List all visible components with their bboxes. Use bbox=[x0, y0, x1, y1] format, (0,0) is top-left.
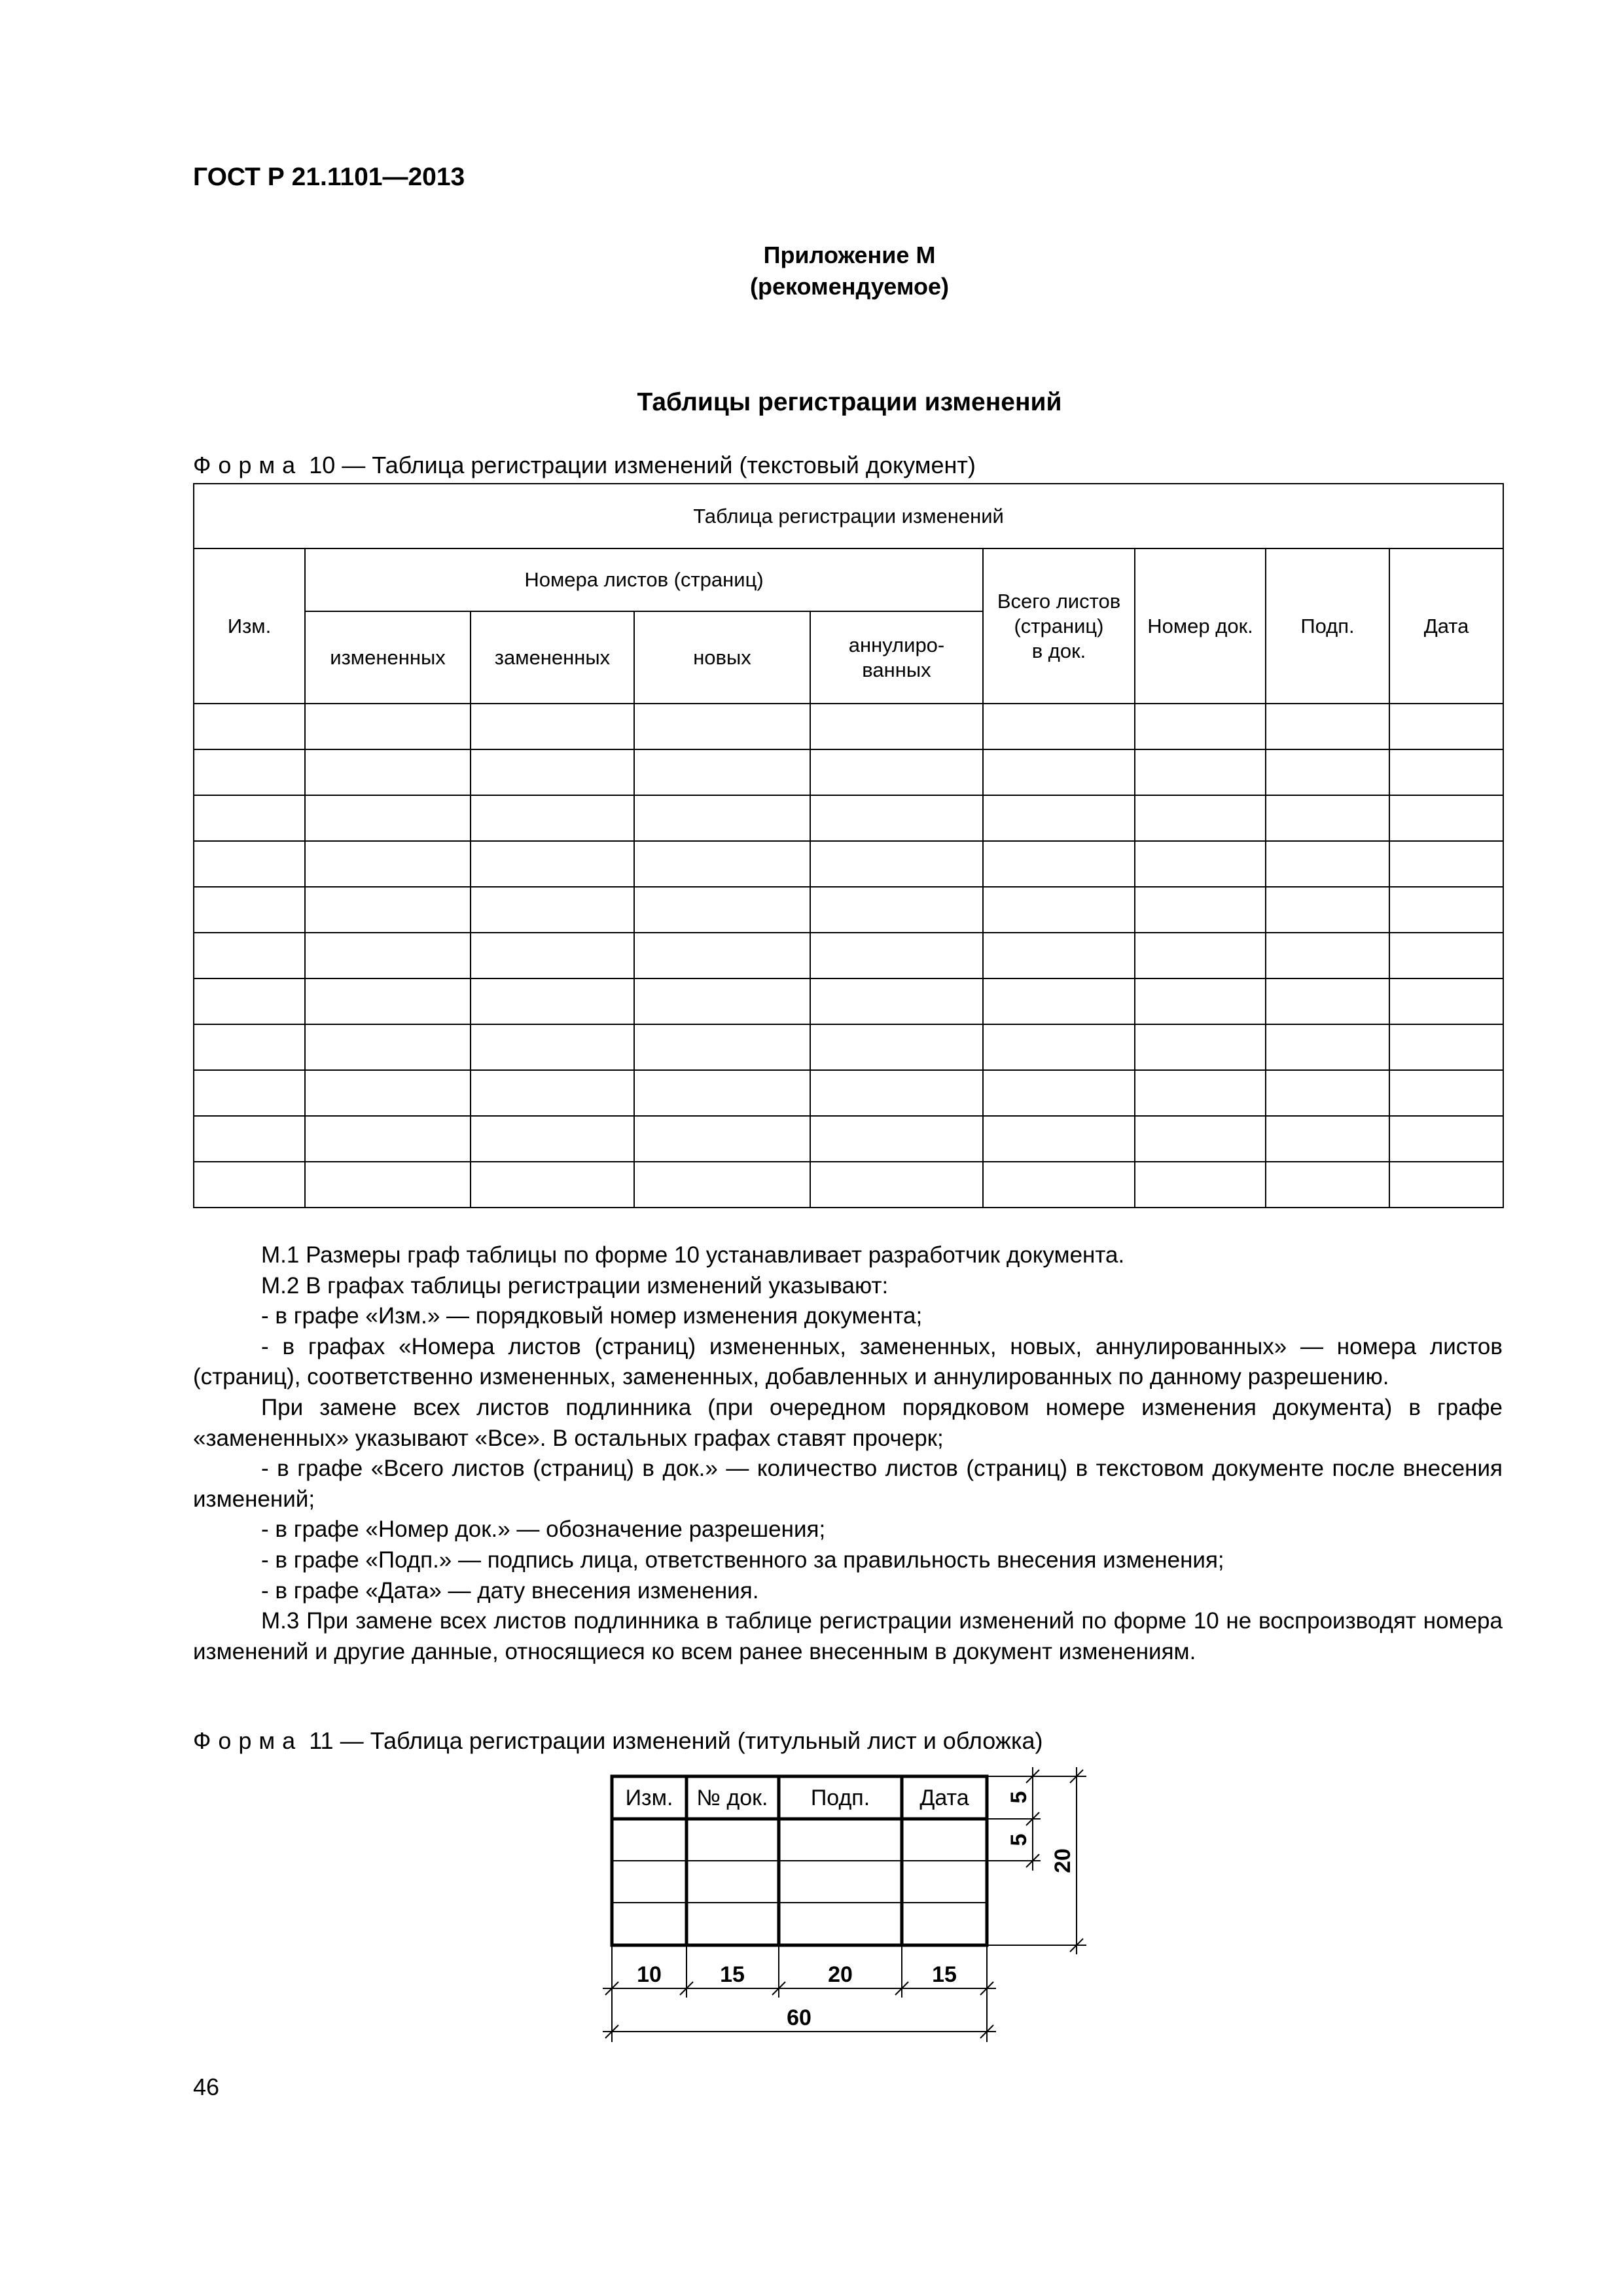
sub-annulled-line1: аннулиро- bbox=[848, 633, 945, 656]
form10-caption-prefix: Форма bbox=[193, 452, 303, 478]
sub-changed-header: измененных bbox=[305, 611, 471, 704]
col-total-line3: в док. bbox=[1031, 639, 1086, 662]
col-total-line1: Всего листов bbox=[997, 589, 1121, 613]
note-m3: М.3 При замене всех листов подлинника в таблице регистрации изменений по форме 10 не воспроизводят номера изменений и другие данные, относящиеся ко всем ранее внесенным в документ изменениям. bbox=[193, 1608, 1503, 1664]
page-number: 46 bbox=[193, 2073, 220, 2100]
document-code: ГОСТ Р 21.1101—2013 bbox=[193, 163, 465, 191]
dim-label-15a: 15 bbox=[720, 1962, 745, 1987]
note-m2-date: - в графе «Дата» — дату внесения изменения. bbox=[261, 1577, 759, 1604]
col-total-line2: (страниц) bbox=[1014, 614, 1104, 637]
form11-col-date: Дата bbox=[919, 1785, 969, 1810]
form11-caption-prefix: Форма bbox=[193, 1727, 303, 1754]
note-m2-docno: - в графе «Номер док.» — обозначение разрешения; bbox=[261, 1516, 826, 1543]
note-m2-total: - в графе «Всего листов (страниц) в док.» — количество листов (страниц) в текстовом документе после внесения изменений; bbox=[193, 1456, 1503, 1512]
dim-label-row1: 5 bbox=[1007, 1791, 1031, 1804]
col-group-sheets-header: Номера листов (страниц) bbox=[305, 548, 983, 611]
note-m2-sign: - в графе «Подп.» — подпись лица, ответственного за правильность внесения изменения; bbox=[261, 1547, 1224, 1573]
note-m2-replace-all: При замене всех листов подлинника (при очередном порядковом номере изменения документа) в графе «замененных» указывают «Все». В остальных графах ставят прочерк; bbox=[193, 1394, 1503, 1451]
form11-col-sign: Подп. bbox=[810, 1785, 870, 1810]
col-docno-header: Номер док. bbox=[1135, 548, 1266, 704]
form11-col-change: Изм. bbox=[625, 1785, 673, 1810]
sub-replaced-header: замененных bbox=[471, 611, 634, 704]
appendix-title: Приложение М bbox=[763, 242, 936, 268]
note-m2: М.2 В графах таблицы регистрации изменений указывают: bbox=[261, 1272, 889, 1299]
form10-table-title: Таблица регистрации изменений bbox=[194, 484, 1503, 548]
note-m2-change: - в графе «Изм.» — порядковый номер изменения документа; bbox=[261, 1303, 923, 1329]
form11-col-docno: № док. bbox=[696, 1785, 768, 1810]
dim-label-10: 10 bbox=[637, 1962, 662, 1987]
form11-caption-text: 11 — Таблица регистрации изменений (титульный лист и обложка) bbox=[309, 1727, 1043, 1754]
dim-label-height: 20 bbox=[1050, 1848, 1075, 1873]
col-sign-header: Подп. bbox=[1266, 548, 1389, 704]
dim-label-20: 20 bbox=[828, 1962, 853, 1987]
sub-new-header: новых bbox=[634, 611, 810, 704]
dim-label-15b: 15 bbox=[932, 1962, 957, 1987]
appendix-subtitle: (рекомендуемое) bbox=[750, 273, 949, 300]
col-date-header: Дата bbox=[1389, 548, 1503, 704]
note-m2-sheets: - в графах «Номера листов (страниц) измененных, замененных, новых, аннулированных» — номера листов (страниц), соответственно измененных, замененных, добавленных и аннулированных по данному разрешению. bbox=[193, 1333, 1503, 1390]
col-change-header: Изм. bbox=[194, 548, 305, 704]
dim-label-row2: 5 bbox=[1007, 1833, 1031, 1846]
sub-annulled-line2: ванных bbox=[862, 658, 931, 681]
form10-caption-text: 10 — Таблица регистрации изменений (текстовый документ) bbox=[309, 452, 976, 478]
note-m1: М.1 Размеры граф таблицы по форме 10 устанавливает разработчик документа. bbox=[261, 1242, 1125, 1268]
dim-label-60: 60 bbox=[787, 2005, 812, 2030]
section-title: Таблицы регистрации изменений bbox=[637, 388, 1062, 416]
